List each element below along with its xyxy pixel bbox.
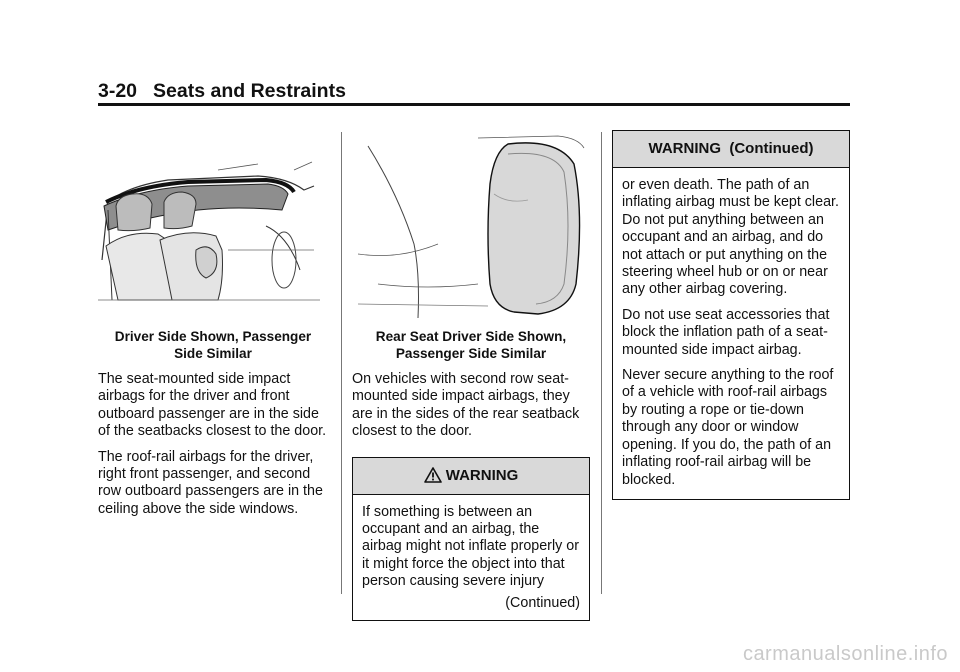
warning-paragraph-1: or even death. The path of an inflating airbag must be kept clear. Do not put anything between an occupant and an airbag, and do not attach or put anything on the steering wheel hub or on or near any other airbag covering. <box>622 177 839 298</box>
warning-paragraph-2: Do not use seat accessories that block the inflation path of a seat-mounted side impact airbag. <box>622 306 830 358</box>
column-divider-2 <box>601 132 602 594</box>
page-header <box>98 80 346 103</box>
warning-continued-body <box>613 168 849 499</box>
caption-line-1: Driver Side Shown, Passenger <box>114 329 312 344</box>
watermark: carmanualsonline.info <box>742 643 948 665</box>
column-divider-1 <box>341 132 342 594</box>
warning-continued-header: WARNING (Continued) <box>613 131 849 168</box>
column-3 <box>612 130 850 500</box>
warning-title: WARNING <box>445 466 519 484</box>
continued-label: (Continued) <box>505 594 580 611</box>
figure-caption-2 <box>352 328 590 362</box>
warning-continued-box <box>612 130 850 500</box>
warning-box <box>352 457 590 621</box>
caption-line-1: Rear Seat Driver Side Shown, <box>375 329 567 344</box>
column-1 <box>98 150 328 526</box>
warning-header <box>353 458 589 495</box>
paragraph-roof-rail-airbags: The roof-rail airbags for the driver, right front passenger, and second row outboard passengers are in the ceiling above the side windows. <box>98 448 323 517</box>
roof-rail-airbag-illustration <box>98 150 320 312</box>
paragraph-seat-airbags: The seat-mounted side impact airbags for the driver and front outboard passenger are in the side of the seatbacks closest to the door. <box>98 371 327 440</box>
caption-line-2: Side Similar <box>174 346 252 361</box>
warning-triangle-icon <box>424 467 442 483</box>
caption-line-2: Passenger Side Similar <box>395 346 547 361</box>
column-2 <box>352 134 590 621</box>
warning-text: If something is between an occupant and an airbag, the airbag might not inflate properly or it might force the object into that person causing severe injury <box>362 503 579 590</box>
header-rule <box>98 103 850 106</box>
rear-seat-airbag-illustration <box>358 134 588 318</box>
paragraph-rear-seat-airbags: On vehicles with second row seat-mounted side impact airbags, they are in the sides of the rear seatback closest to the door. <box>352 371 580 440</box>
page-number: 3-20 <box>98 80 138 102</box>
warning-paragraph-3: Never secure anything to the roof of a vehicle with roof-rail airbags by routing a rope or tie-down through any door or window opening. If you do, the path of an inflating roof-rail airbag will be blocked. <box>622 367 834 488</box>
warning-body <box>353 495 589 620</box>
figure-caption-1 <box>98 328 328 362</box>
section-title: Seats and Restraints <box>153 80 346 102</box>
